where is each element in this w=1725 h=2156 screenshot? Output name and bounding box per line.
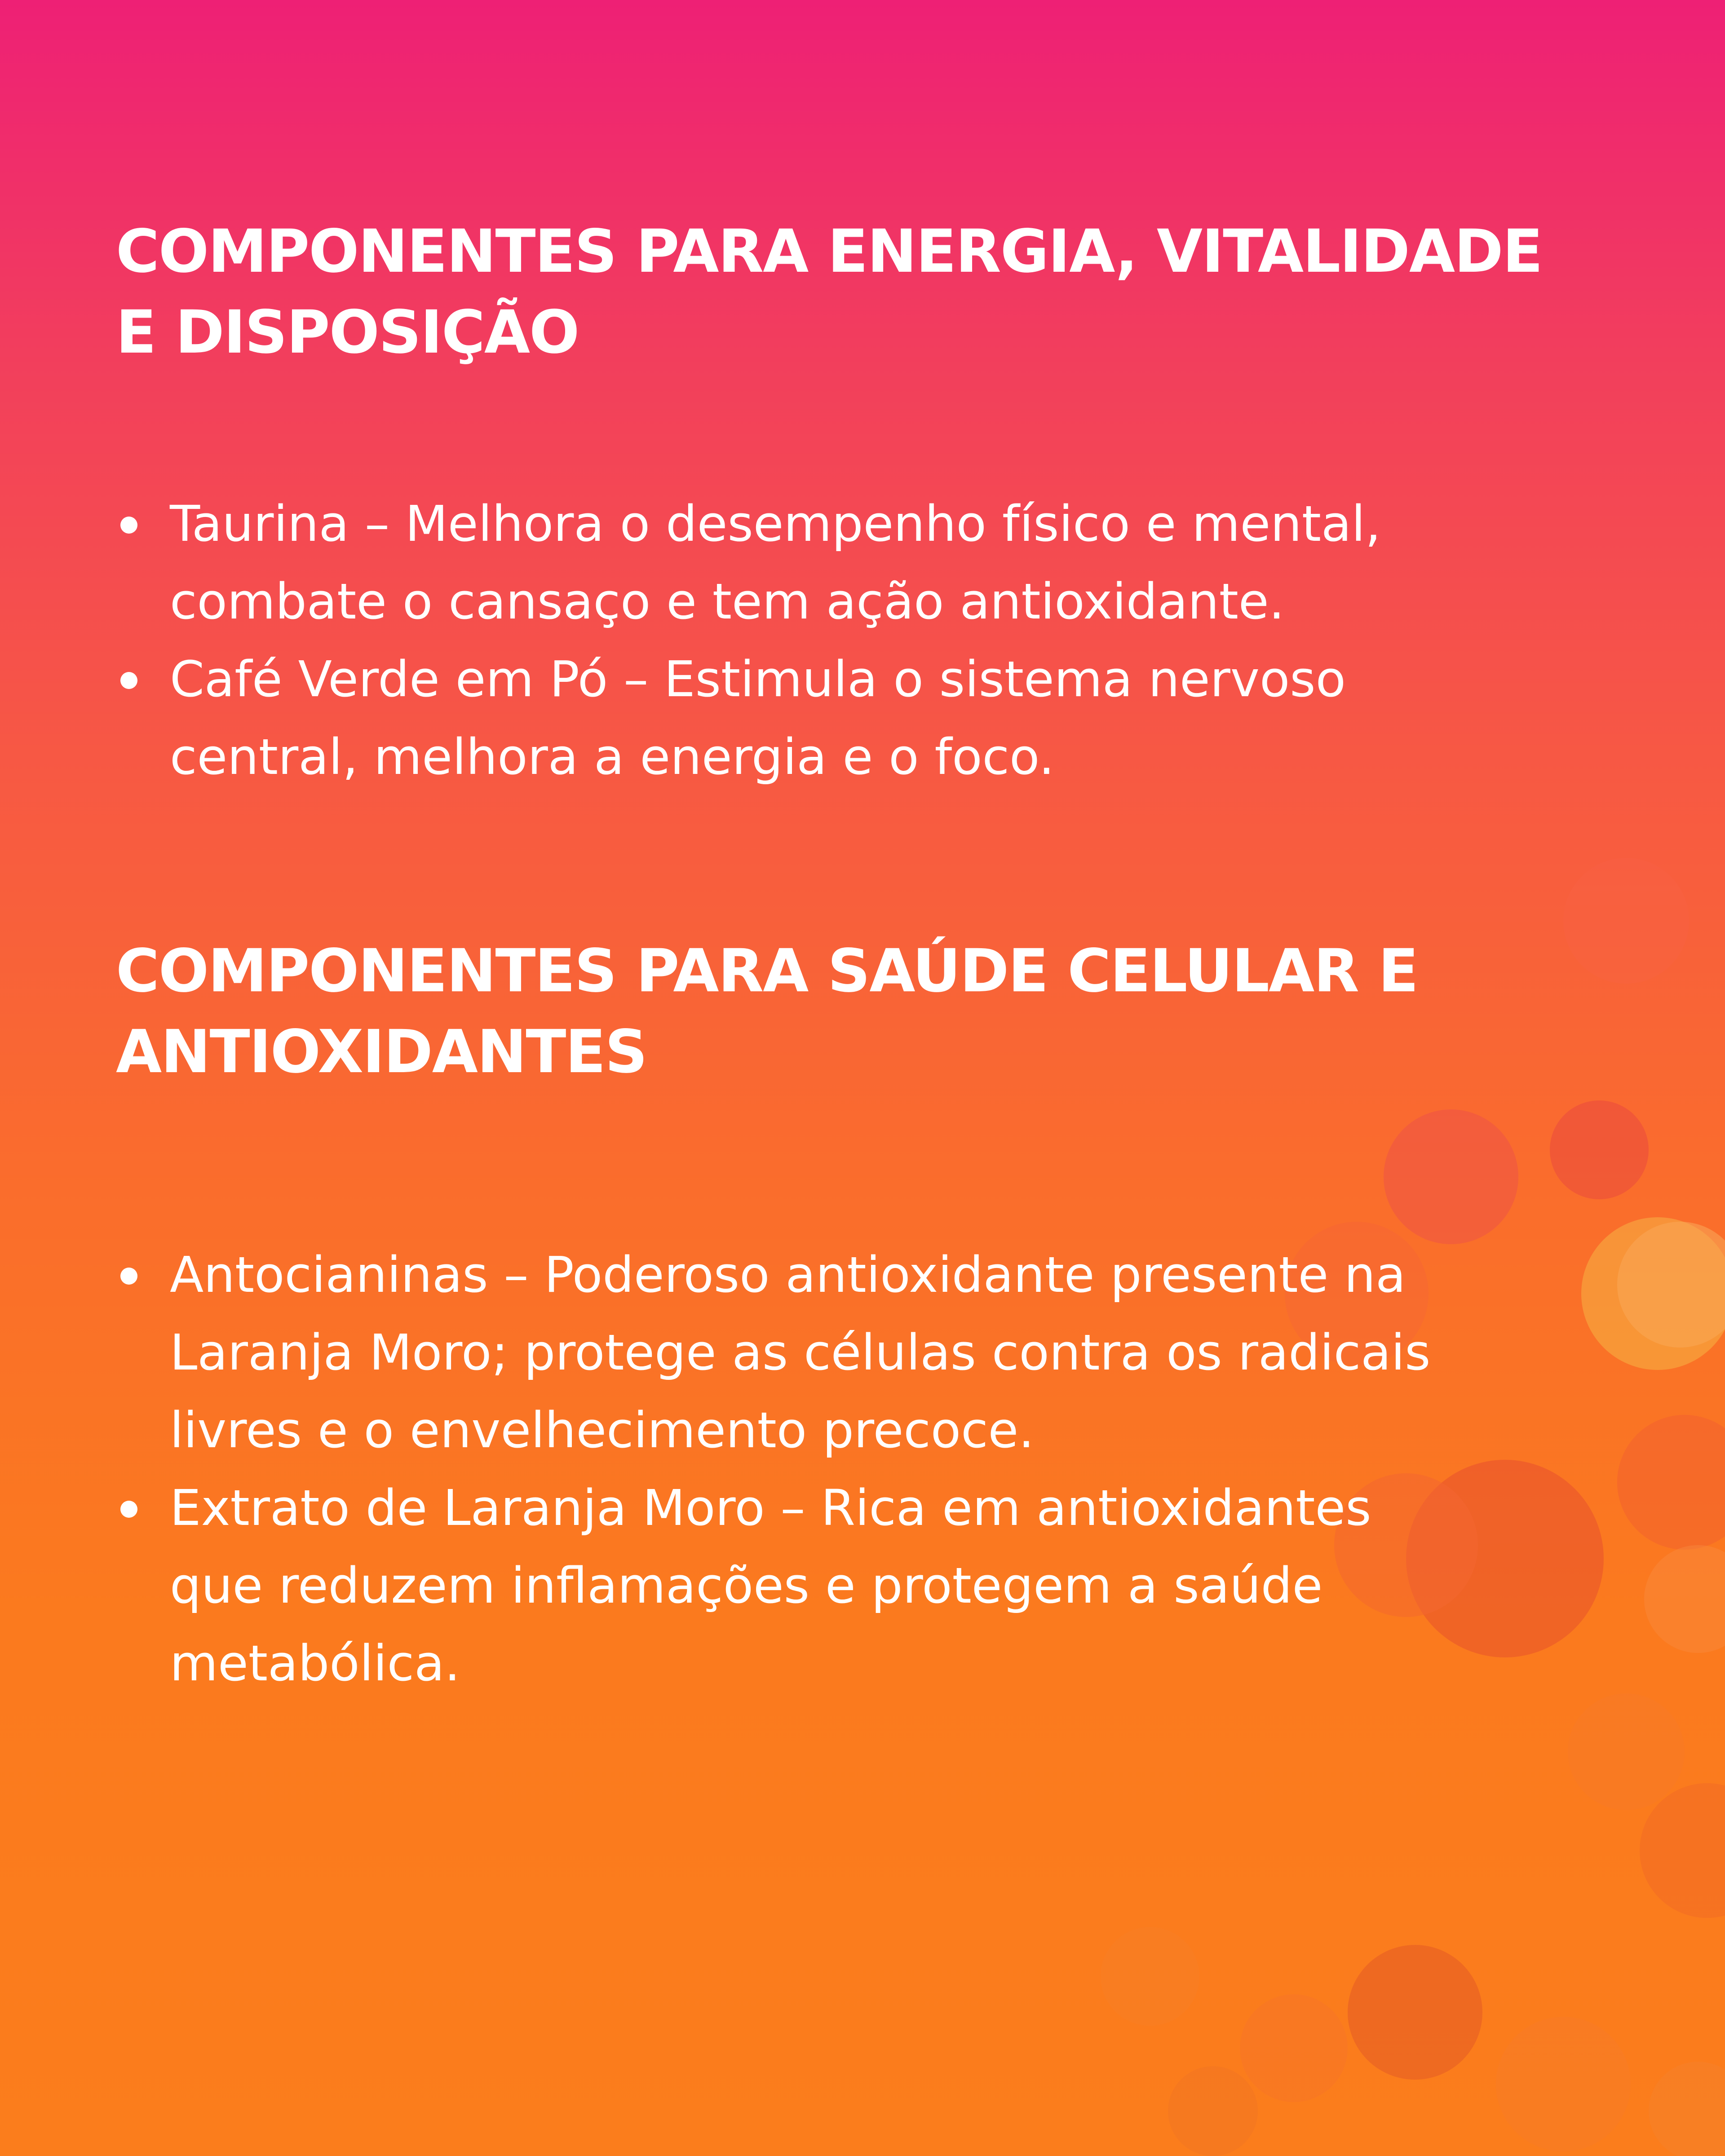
section-title-energy: COMPONENTES PARA ENERGIA, VITALIDADE E DISPOSIÇÃO	[116, 217, 1542, 367]
list-item-text: Antocianinas – Poderoso antioxidante presente na Laranja Moro; protege as células contra os radicais livres e o envelhecimento precoce.	[170, 1246, 1431, 1459]
list-item	[116, 641, 1473, 796]
antioxidant-components-list	[116, 1236, 1553, 1702]
bullet-icon	[120, 1268, 137, 1285]
section-title-cellular-health: COMPONENTES PARA SAÚDE CELULAR E ANTIOXIDANTES	[116, 937, 1418, 1087]
bullet-icon	[120, 672, 137, 689]
list-item	[116, 1236, 1473, 1469]
list-item	[116, 1469, 1473, 1702]
bullet-icon	[120, 517, 137, 534]
list-item	[116, 485, 1473, 641]
list-item-text: Café Verde em Pó – Estimula o sistema nervoso central, melhora a energia e o foco.	[170, 650, 1346, 786]
energy-components-list	[116, 485, 1553, 796]
list-item-text: Taurina – Melhora o desempenho físico e mental, combate o cansaço e tem ação antioxidante.	[170, 495, 1381, 630]
bullet-icon	[120, 1501, 137, 1518]
list-item-text: Extrato de Laranja Moro – Rica em antioxidantes que reduzem inflamações e protegem a saúde metabólica.	[170, 1479, 1371, 1692]
content	[116, 211, 1553, 1702]
